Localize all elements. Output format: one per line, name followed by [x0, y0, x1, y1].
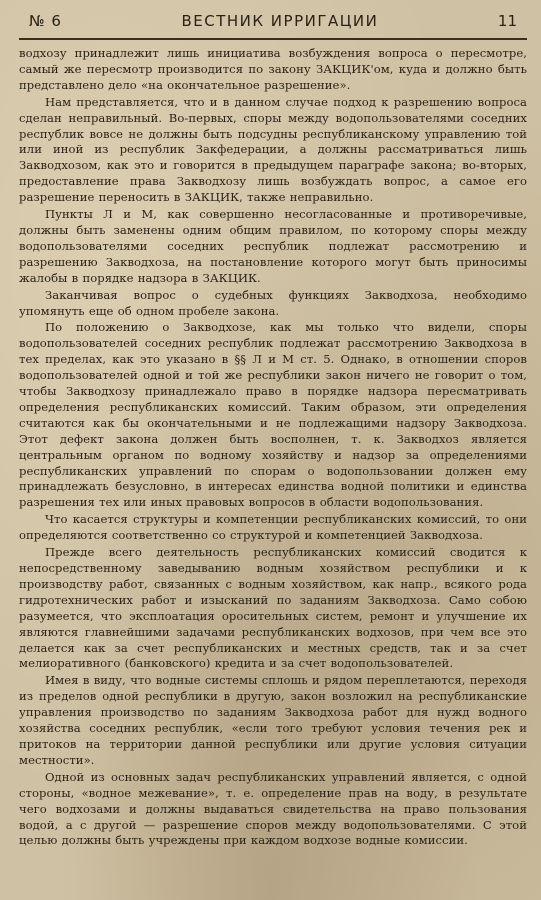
page-header [19, 6, 527, 36]
paragraph-1: водхозу принадлежит лишь инициатива возбуждения вопроса о пересмотре, самый же пересмотр производится по закону ЗАКЦИК'ом, куда и должно быть представлено дело «на окончательное разрешение». [19, 46, 527, 92]
paragraph-6: Что касается структуры и компетенции республиканских комиссий, то они определяются соответственно со структурой и компетенцией Закводхоза. [19, 512, 527, 543]
paragraph-2: Нам представляется, что и в данном случае подход к разрешению вопроса сделан неправильный. Во-первых, споры между водопользователями соседних республик вовсе не должны быть подсудны республиканскому управлению той или иной из республик Закфедерации, а должны рассматриваться лишь Закводхозом, как это и говорится в предыдущем параграфе закона; во-вторых, предоставление права Закводхозу лишь возбуждать вопрос, а самое его разрешение переносить в ЗАКЦИК, также неправильно. [19, 94, 527, 205]
paragraph-4: Заканчивая вопрос о судебных функциях Закводхоза, необходимо упомянуть еще об одном пробеле закона. [19, 287, 527, 318]
paragraph-3: Пункты Л и М, как совершенно несогласованные и противоречивые, должны быть заменены одним общим правилом, по которому споры между водопользователями соседних республик подлежат рассмотрению и разрешению Закводхоза, на постановление которого могут быть приносимы жалобы в порядке надзора в ЗАКЦИК. [19, 207, 527, 285]
article-body [19, 46, 527, 849]
paragraph-5: По положению о Закводхозе, как мы только что видели, споры водопользователей соседних республик подлежат рассмотрению Закводхоза в тех пределах, как это указано в §§ Л и М ст. 5. Однако, в отношении споров водопользователей одной и той же республики закон ничего не говорит о том, чтобы Закводхозу принадлежало право в порядке надзора пересматривать определения республиканских комиссий. Таким образом, эти определения считаются как бы окончательными и не подлежащими надзору Закводхоза. Этот дефект закона должен быть восполнен, т. к. Закводхоз является центральным органом по водному хозяйству и надзор за определениями республиканских управлений по спорам о водопользовании должен ему принадлежать безусловно, в интересах единства водной политики и единства разрешения тех или иных правовых вопросов в области водопользования. [19, 320, 527, 510]
issue-number: № 6 [29, 12, 62, 30]
header-rule [19, 38, 527, 40]
paragraph-8: Имея в виду, что водные системы сплошь и рядом переплетаются, переходя из пределов одной республики в другую, закон возложил на республиканские управления производство по заданиям Закводхоза работ для нужд водного хозяйства соседних республик, «если того требуют условия течения рек и притоков на территории данной республики или другие условия ситуации местности». [19, 673, 527, 767]
paragraph-9: Одной из основных задач республиканских управлений является, с одной стороны, «водное межевание», т. е. определение прав на воду, в результате чего водхозами и должны выдаваться свидетельства на право пользования водой, а с другой — разрешение споров между водопользователями. С этой целью должны быть учреждены при каждом водхозе водные комиссии. [19, 769, 527, 848]
paragraph-7: Прежде всего деятельность республиканских комиссий сводится к непосредственному заведыванию водным хозяйством республики и к производству работ, связанных с водным хозяйством, как напр., всякого рода гидротехнических работ и изысканий по заданиям Закводхоза. Само собою разумеется, что эксплоатация оросительных систем, ремонт и улучшение их являются главнейшими задачами республиканских водхозов, при чем все это делается как за счет республиканских и местных средств, так и за счет мелиоративного (банковского) кредита и за счет водопользователей. [19, 545, 527, 671]
journal-page [19, 6, 527, 896]
page-number: 11 [497, 12, 517, 30]
journal-title: ВЕСТНИК ИРРИГАЦИИ [181, 12, 379, 30]
